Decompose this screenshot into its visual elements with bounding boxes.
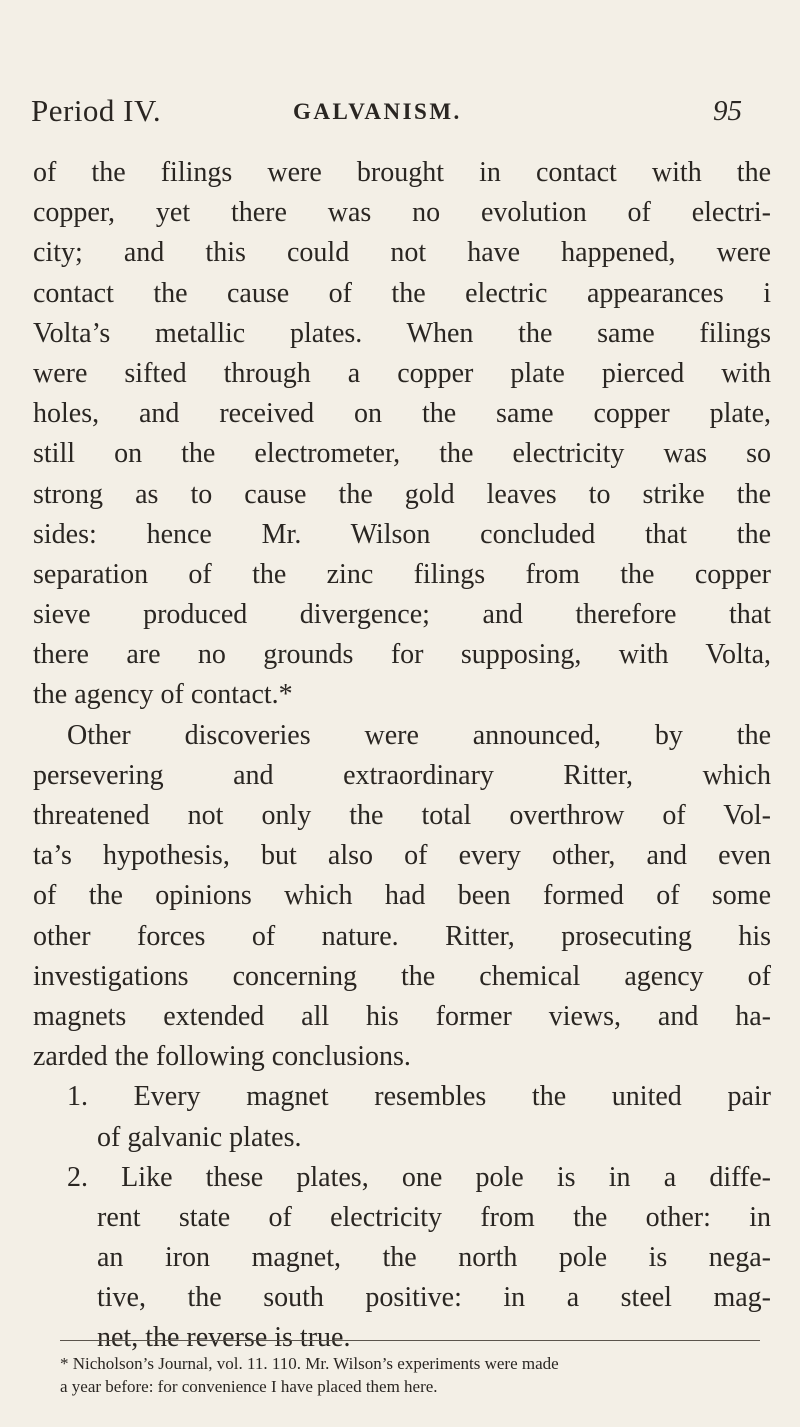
text-line: strong as to cause the gold leaves to strike the [33,478,771,510]
text-line: copper, yet there was no evolution of electri- [33,197,771,229]
text-line: investigations concerning the chemical agency of [33,960,771,992]
text-line: persevering and extraordinary Ritter, which [33,759,771,791]
text-line: sides: hence Mr. Wilson concluded that the [33,518,771,550]
text-line: magnets extended all his former views, and ha- [33,1000,771,1032]
text-line: city; and this could not have happened, were [33,237,771,269]
text-line: Volta’s metallic plates. When the same filings [33,317,771,349]
text-line: Other discoveries were announced, by the [67,719,771,751]
header-section: Period IV. [31,93,162,128]
footnote [60,1352,770,1398]
footnote-rule [60,1340,760,1342]
body-text [33,153,771,1359]
text-line: of the opinions which had been formed of some [33,880,771,912]
text-line: other forces of nature. Ritter, prosecuting his [33,920,771,952]
list-item-continuation: an iron magnet, the north pole is nega- [97,1242,771,1274]
footnote-line: * Nicholson’s Journal, vol. 11. 110. Mr. Wilson’s experiments were made [60,1354,559,1373]
list-item-continuation: tive, the south positive: in a steel mag- [97,1282,771,1314]
text-line: separation of the zinc filings from the copper [33,558,771,590]
text-line: of the filings were brought in contact with the [33,157,771,188]
list-item-continuation: net, the reverse is true. [97,1322,351,1354]
text-line: were sifted through a copper plate pierced with [33,357,771,389]
text-line: sieve produced divergence; and therefore that [33,599,771,631]
list-item: 1. Every magnet resembles the united pair [67,1081,771,1113]
list-item-continuation: of galvanic plates. [97,1121,302,1153]
text-line: holes, and received on the same copper plate, [33,398,771,430]
running-header [31,93,771,133]
text-line: still on the electrometer, the electricity was so [33,438,771,470]
text-line: ta’s hypothesis, but also of every other, and even [33,840,771,872]
list-item: 2. Like these plates, one pole is in a diffe- [67,1161,771,1193]
text-line: there are no grounds for supposing, with Volta, [33,639,771,671]
list-item-continuation: rent state of electricity from the other: in [97,1201,771,1233]
header-title: GALVANISM. [293,99,462,124]
page-number: 95 [713,95,742,127]
text-line: zarded the following conclusions. [33,1041,411,1073]
text-line: contact the cause of the electric appearances i [33,277,771,309]
text-line: the agency of contact.* [33,679,293,711]
footnote-line: a year before: for convenience I have placed them here. [60,1377,438,1396]
text-line: threatened not only the total overthrow of Vol- [33,800,771,831]
